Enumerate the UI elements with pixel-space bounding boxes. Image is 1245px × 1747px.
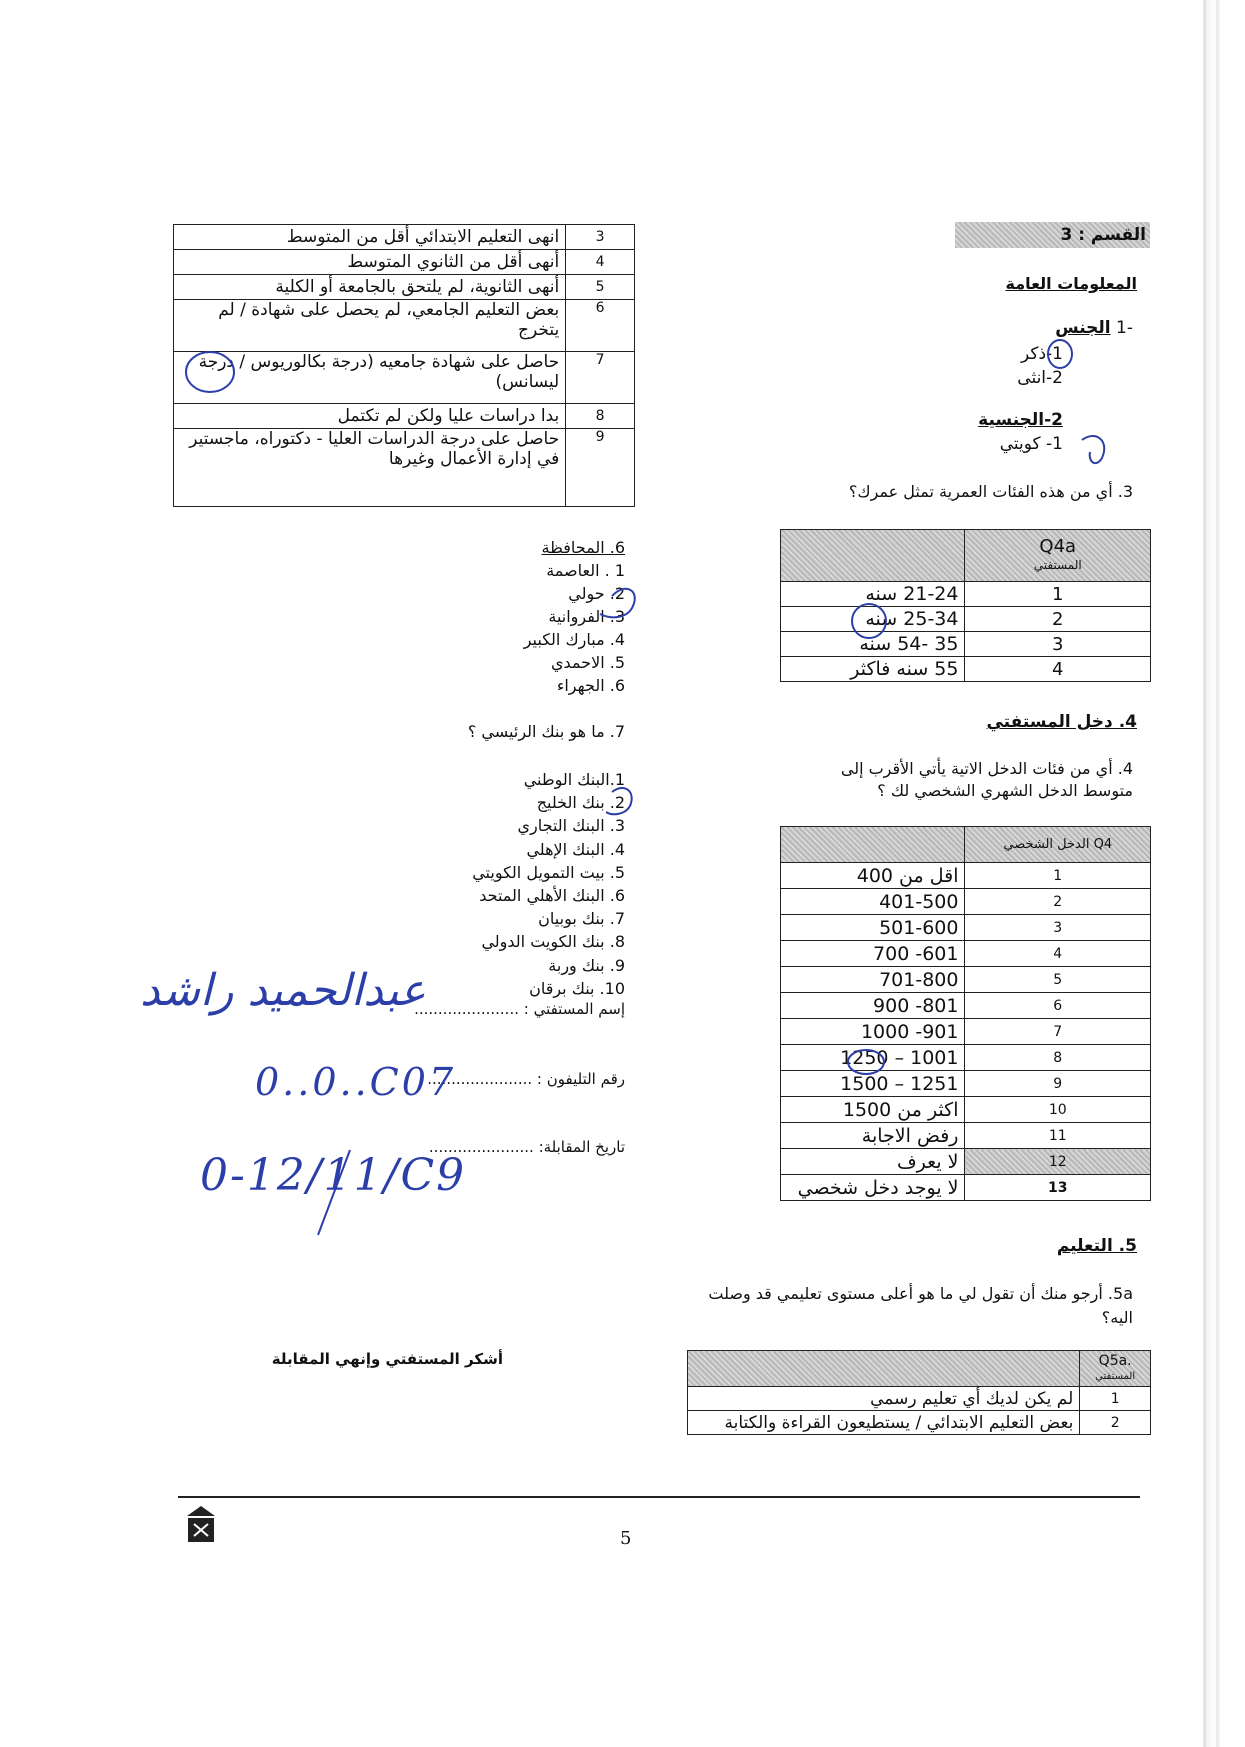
table-row: بعض التعليم الابتدائي / يستطيعون القراءة والكتابة 2: [688, 1411, 1151, 1435]
q6-title: 6. المحافظة: [541, 538, 625, 557]
q7-text: 7. ما هو بنك الرئيسي ؟: [467, 722, 625, 741]
table-row: حاصل على درجة الدراسات العليا - دكتوراه، ماجستير في إدارة الأعمال وغيرها 9: [174, 429, 635, 507]
table-row: 35 -54 سنه 3: [781, 632, 1151, 657]
q7-option: 9. بنك وربة: [548, 955, 625, 975]
footer-logo: [185, 1504, 217, 1544]
handwritten-name: عبدالحميد راشد: [140, 965, 426, 1016]
q6-option: 5. الاحمدي: [551, 653, 625, 672]
handwritten-date: 0-12/11/C9: [200, 1150, 467, 1201]
table-row: اكثر من 1500 10: [781, 1097, 1151, 1123]
footer-rule: [178, 1496, 1140, 1498]
q7-option: 1.البنك الوطني: [523, 770, 625, 789]
table-row: لا يعرف 12: [781, 1149, 1151, 1175]
section-title: القسم : 3: [955, 222, 1150, 248]
q1-option: 1-ذكر: [1020, 344, 1063, 364]
q4-title: 4. دخل المستفتي: [986, 712, 1137, 732]
table-row: بعض التعليم الجامعي، لم يحصل على شهادة / لم يتخرج 6: [174, 300, 635, 352]
education-table-header: Q5a. المستفتي: [1080, 1351, 1151, 1387]
table-row: اقل من 400 1: [781, 863, 1151, 889]
table-row: 55 سنه فاكثر 4: [781, 657, 1151, 682]
table-row: أنهى الثانوية، لم يلتحق بالجامعة أو الكلية 5: [174, 275, 635, 300]
table-row: رفض الاجابة 11: [781, 1123, 1151, 1149]
q7-option: 4. البنك الإهلي: [526, 839, 625, 859]
q3-text: 3. أي من هذه الفئات العمرية تمثل عمرك؟: [848, 482, 1133, 501]
q4-text: 4. أي من فئات الدخل الاتية يأتي الأقرب إلى متوسط الدخل الشهري الشخصي لك ؟: [840, 759, 1133, 800]
table-row: حاصل على شهادة جامعيه (درجة بكالوريوس / درجة ليسانس) 7: [174, 352, 635, 404]
q2-title: 2-الجنسية: [978, 410, 1063, 430]
table-row: لا يوجد دخل شخصي 13: [781, 1175, 1151, 1201]
circle-mark-male: [1048, 340, 1072, 368]
q7-option: 8. بنك الكويت الدولي: [481, 932, 625, 952]
q5-title: 5. التعليم: [1056, 1236, 1137, 1256]
handwritten-phone: 0..0..C07: [255, 1060, 457, 1104]
page-number: 5: [620, 1528, 632, 1549]
q7-option: 6. البنك الأهلي المتحد: [479, 886, 625, 906]
circle-mark-governorate-2: [600, 589, 635, 617]
age-table-header: Q4a المستفتي: [965, 530, 1151, 582]
q6-option: 1 . العاصمة: [546, 561, 625, 580]
circle-mark-age-2: [852, 604, 886, 638]
table-row: انهى التعليم الابتدائي أقل من المتوسط 3: [174, 225, 635, 250]
q2-option: 1- كويتي: [999, 434, 1063, 454]
q1-option: 2-انثى: [1017, 368, 1063, 388]
closing-text: أشكر المستفتي وإنهي المقابلة: [271, 1350, 503, 1368]
q7-option: 7. بنك بوبيان: [538, 909, 625, 929]
q1-heading: -1 الجنس: [1055, 318, 1133, 338]
interview-date-field: تاريخ المقابلة: ......................: [428, 1138, 625, 1156]
table-row: 1251 – 1500 9: [781, 1071, 1151, 1097]
table-row: بدا دراسات عليا ولكن لم تكتمل 8: [174, 404, 635, 429]
table-row: 701-800 5: [781, 967, 1151, 993]
table-row: 25-34 سنه 2: [781, 607, 1151, 632]
q7-option: 10. بنك برقان: [529, 978, 625, 998]
phone-field: رقم التليفون : ......................: [427, 1070, 625, 1088]
table-row: لم يكن لديك أي تعليم رسمي 1: [688, 1387, 1151, 1411]
section-subtitle: المعلومات العامة: [1005, 274, 1137, 293]
table-row: 501-600 3: [781, 915, 1151, 941]
table-row: 901- 1000 7: [781, 1019, 1151, 1045]
q7-option: 2. بنك الخليج: [536, 793, 625, 813]
income-table-header: Q4 الدخل الشخصي: [965, 827, 1151, 863]
q7-option: 3. البنك التجاري: [517, 816, 625, 836]
table-row: 1001 – 1250 8: [781, 1045, 1151, 1071]
check-mark-kuwaiti: [1082, 436, 1104, 463]
q6-option: 2. حولي: [568, 584, 625, 603]
q6-option: 4. مبارك الكبير: [523, 630, 625, 649]
q1-title: الجنس: [1055, 318, 1111, 338]
table-row: 801- 900 6: [781, 993, 1151, 1019]
circle-mark-income-8: [848, 1050, 884, 1074]
circle-mark-bank-2: [606, 788, 632, 814]
table-row: 601- 700 4: [781, 941, 1151, 967]
q6-option: 3. الفروانية: [548, 607, 625, 626]
q5-text: 5a. أرجو منك أن تقول لي ما هو أعلى مستوى تعليمي قد وصلت اليه؟: [708, 1284, 1133, 1327]
table-row: أنهى أقل من الثانوي المتوسط 4: [174, 250, 635, 275]
q6-option: 6. الجهراء: [556, 676, 625, 695]
q7-option: 5. بيت التمويل الكويتي: [472, 862, 625, 882]
table-row: 21-24 سنه 1: [781, 582, 1151, 607]
date-slash-mark: [318, 1150, 350, 1235]
table-row: 401-500 2: [781, 889, 1151, 915]
respondent-name-field: إسم المستفتي : ......................: [414, 1000, 625, 1018]
circle-mark-education-7: [186, 352, 234, 392]
